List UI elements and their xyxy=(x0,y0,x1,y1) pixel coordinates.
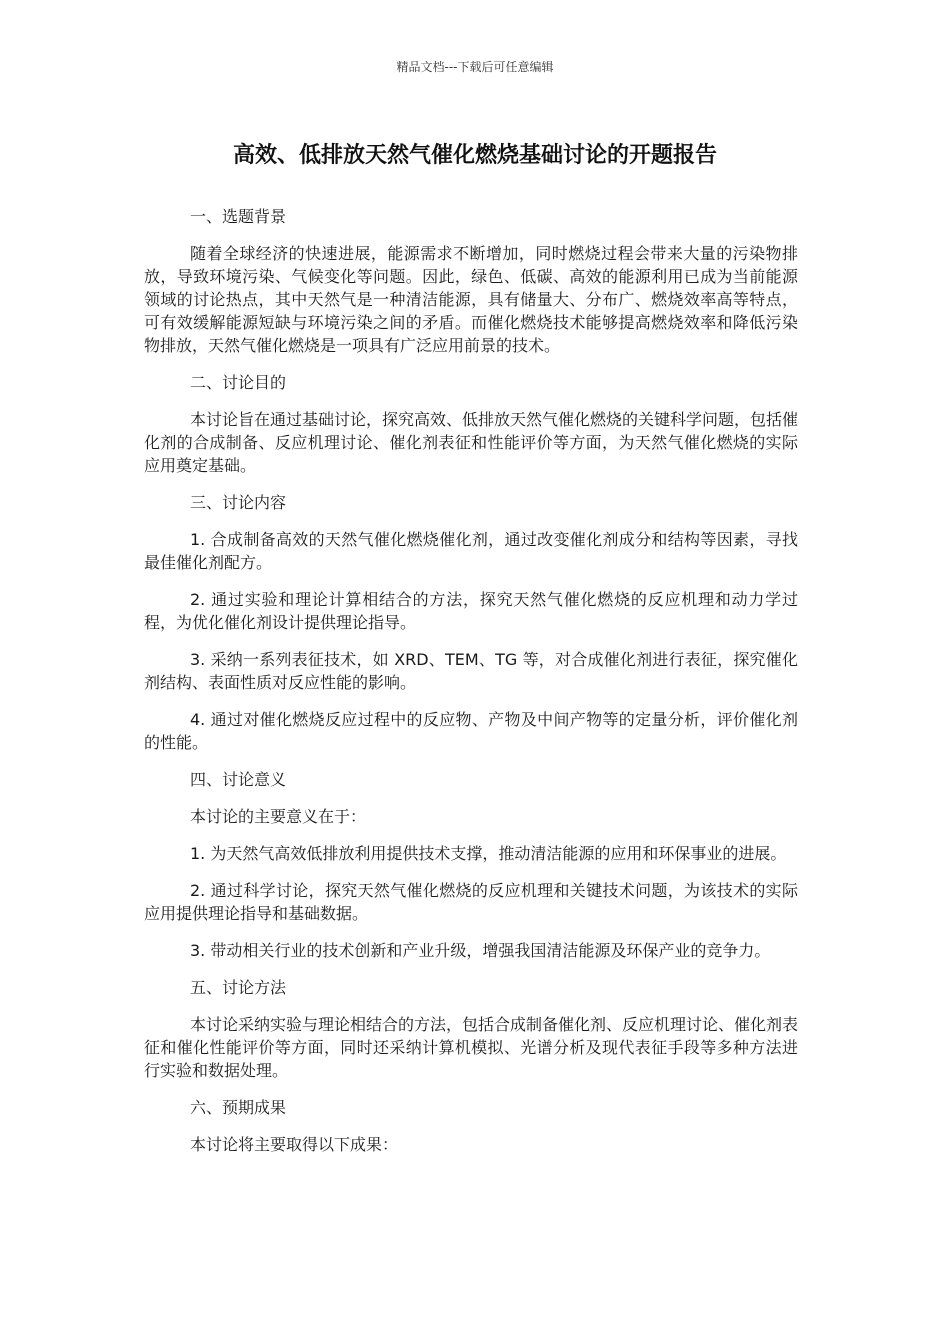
list-item-significance-2: 2. 通过科学讨论，探究天然气催化燃烧的反应机理和关键技术问题，为该技术的实际应用提供理论指导和基础数据。 xyxy=(144,881,798,923)
list-item-content-1: 1. 合成制备高效的天然气催化燃烧催化剂，通过改变催化剂成分和结构等因素，寻找最佳催化剂配方。 xyxy=(144,530,798,572)
section-heading-content: 三、讨论内容 xyxy=(190,493,287,512)
paragraph-significance-intro: 本讨论的主要意义在于： xyxy=(190,807,367,826)
paragraph-background: 随着全球经济的快速进展，能源需求不断增加，同时燃烧过程会带来大量的污染物排放，导致环境污染、气候变化等问题。因此，绿色、低碳、高效的能源利用已成为当前能源领域的讨论热点，其中天然气是一种清洁能源，具有储量大、分布广、燃烧效率高等特点，可有效缓解能源短缺与环境污染之间的矛盾。而催化燃烧技术能够提高燃烧效率和降低污染物排放，天然气催化燃烧是一项具有广泛应用前景的技术。 xyxy=(144,244,798,355)
document-body xyxy=(144,205,798,1170)
section-heading-background: 一、选题背景 xyxy=(190,207,287,226)
header-note: 精品文档---下载后可任意编辑 xyxy=(396,60,554,74)
section-heading-expected-results: 六、预期成果 xyxy=(190,1098,287,1117)
paragraph-expected-results-intro: 本讨论将主要取得以下成果： xyxy=(190,1135,399,1154)
list-item-content-3: 3. 采纳一系列表征技术，如 XRD、TEM、TG 等，对合成催化剂进行表征，探究催化剂结构、表面性质对反应性能的影响。 xyxy=(144,650,798,692)
list-item-content-2: 2. 通过实验和理论计算相结合的方法，探究天然气催化燃烧的反应机理和动力学过程，为优化催化剂设计提供理论指导。 xyxy=(144,590,798,632)
list-item-significance-1: 1. 为天然气高效低排放利用提供技术支撑，推动清洁能源的应用和环保事业的进展。 xyxy=(190,844,787,863)
section-heading-purpose: 二、讨论目的 xyxy=(190,373,287,392)
paragraph-purpose: 本讨论旨在通过基础讨论，探究高效、低排放天然气催化燃烧的关键科学问题，包括催化剂的合成制备、反应机理讨论、催化剂表征和性能评价等方面，为天然气催化燃烧的实际应用奠定基础。 xyxy=(144,410,799,475)
section-heading-significance: 四、讨论意义 xyxy=(190,770,287,789)
list-item-content-4: 4. 通过对催化燃烧反应过程中的反应物、产物及中间产物等的定量分析，评价催化剂的性能。 xyxy=(144,710,798,752)
list-item-significance-3: 3. 带动相关行业的技术创新和产业升级，增强我国清洁能源及环保产业的竞争力。 xyxy=(190,941,771,960)
paragraph-methods: 本讨论采纳实验与理论相结合的方法，包括合成制备催化剂、反应机理讨论、催化剂表征和催化性能评价等方面，同时还采纳计算机模拟、光谱分析及现代表征手段等多种方法进行实验和数据处理。 xyxy=(144,1015,799,1080)
section-heading-methods: 五、讨论方法 xyxy=(190,978,287,997)
document-title: 高效、低排放天然气催化燃烧基础讨论的开题报告 xyxy=(232,143,717,168)
